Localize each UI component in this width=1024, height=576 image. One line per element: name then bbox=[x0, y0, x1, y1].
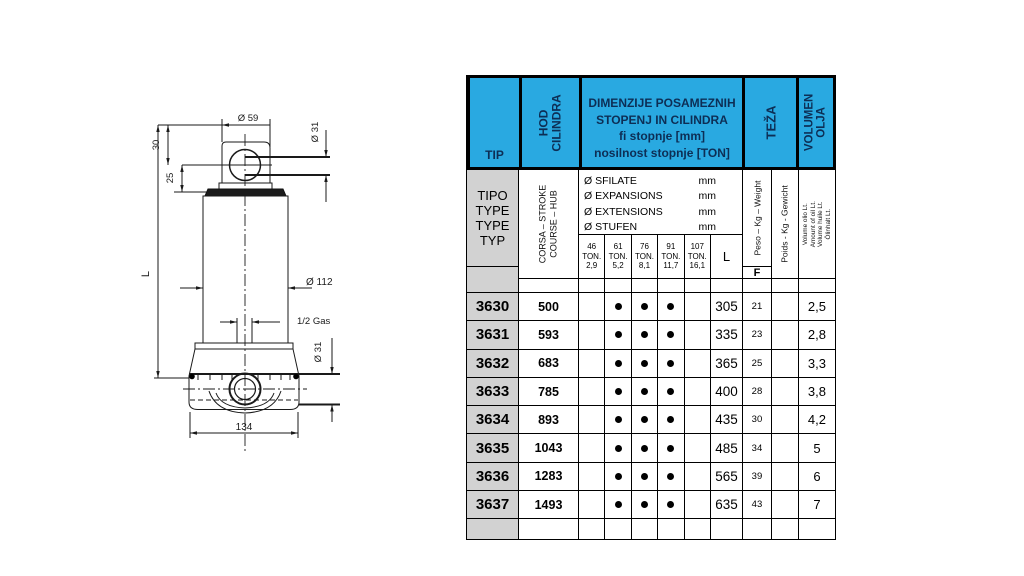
row-3632-d2 bbox=[632, 350, 658, 377]
row-3630-vval: 2,5 bbox=[799, 293, 836, 320]
stage-dot bbox=[615, 360, 622, 367]
l-label: L bbox=[722, 249, 731, 264]
row-3633-d1 bbox=[605, 378, 631, 405]
row-3634-stroke: 893 bbox=[519, 406, 579, 433]
stage-dot bbox=[667, 303, 674, 310]
header-l bbox=[711, 235, 743, 279]
stage-dot bbox=[641, 303, 648, 310]
row-3635-fval: 34 bbox=[743, 434, 772, 461]
tipo-line1: TIPO bbox=[477, 188, 508, 203]
sfilate-line2: Ø EXPANSIONS bbox=[584, 190, 663, 203]
row-3632-poids bbox=[772, 350, 799, 377]
stage-dot bbox=[615, 388, 622, 395]
rim-pin-right bbox=[293, 374, 299, 380]
stage-dot bbox=[615, 416, 622, 423]
header-dimenzije bbox=[582, 78, 742, 167]
ton91-v: 11,7 bbox=[663, 261, 679, 271]
ton91-t: TON. bbox=[661, 251, 681, 261]
row-3634-d0 bbox=[579, 406, 605, 433]
row-3637-vval: 7 bbox=[799, 491, 836, 518]
spacer-row-top-d3 bbox=[658, 279, 684, 292]
spacer-row-bottom-d0 bbox=[579, 519, 605, 539]
ton91-d: 91 bbox=[666, 241, 676, 251]
tipo-line3: TYPE bbox=[475, 218, 510, 233]
header-hod-line2: CILINDRA bbox=[549, 93, 564, 152]
ton107-t: TON. bbox=[687, 251, 707, 261]
spacer-row-top-poids bbox=[772, 279, 799, 292]
spacer-row-top bbox=[467, 279, 836, 293]
dimenzije-line1: DIMENZIJE POSAMEZNIH bbox=[588, 96, 736, 110]
sfilate-unit2: mm bbox=[698, 190, 716, 203]
row-3631-poids bbox=[772, 321, 799, 348]
row-3630-stroke: 500 bbox=[519, 293, 579, 320]
sfilate-line3: Ø EXTENSIONS bbox=[584, 205, 663, 218]
row-3635-d2 bbox=[632, 434, 658, 461]
spacer-row-top-lval bbox=[711, 279, 743, 292]
spacer-row-top-d4 bbox=[685, 279, 711, 292]
row-3637-stroke: 1493 bbox=[519, 491, 579, 518]
stage-dot bbox=[667, 360, 674, 367]
ton61-d: 61 bbox=[613, 241, 623, 251]
row-3634-d4 bbox=[685, 406, 711, 433]
tipo-line2: TYPE bbox=[475, 203, 510, 218]
poids-label: Poids - Kg - Gewicht bbox=[780, 185, 791, 263]
head-base-plate bbox=[219, 183, 272, 189]
row-3630-poids bbox=[772, 293, 799, 320]
spacer-row-top-tip bbox=[467, 279, 519, 292]
volume-line4: Ölinhalt Lt. bbox=[824, 208, 832, 240]
row-3634-tip: 3634 bbox=[467, 406, 519, 433]
row-3632-d0 bbox=[579, 350, 605, 377]
dim-length-label: L bbox=[140, 270, 152, 278]
ton76-v: 8,1 bbox=[638, 261, 651, 271]
ton61-v: 5,2 bbox=[612, 261, 624, 271]
row-3636-d0 bbox=[579, 463, 605, 490]
stage-dot bbox=[667, 416, 674, 423]
header-sfilate bbox=[579, 170, 743, 235]
cylinder-body bbox=[203, 196, 288, 343]
row-3634-d1 bbox=[605, 406, 631, 433]
row-3631-stroke: 593 bbox=[519, 321, 579, 348]
stage-dot bbox=[667, 445, 674, 452]
row-3637-d4 bbox=[685, 491, 711, 518]
row-3630-d3 bbox=[658, 293, 684, 320]
stage-dot bbox=[615, 445, 622, 452]
ton61-t: TON. bbox=[608, 251, 628, 261]
row-3634-lval: 435 bbox=[711, 406, 743, 433]
row-3634 bbox=[467, 406, 836, 434]
header-hod-cilindra bbox=[522, 78, 579, 167]
row-3630-lval: 305 bbox=[711, 293, 743, 320]
header-ton-91 bbox=[658, 235, 684, 279]
row-3637-d2 bbox=[632, 491, 658, 518]
row-3631-d3 bbox=[658, 321, 684, 348]
row-3632-stroke: 683 bbox=[519, 350, 579, 377]
row-3632 bbox=[467, 350, 836, 378]
row-3636-d1 bbox=[605, 463, 631, 490]
spacer-row-bottom-poids bbox=[772, 519, 799, 539]
sfilate-unit1: mm bbox=[698, 175, 716, 187]
row-3635-d1 bbox=[605, 434, 631, 461]
volume-line2: Amount of oil Lt. bbox=[809, 200, 817, 248]
dim-top-width-label: Ø 59 bbox=[237, 113, 259, 124]
dim-25-label: 25 bbox=[165, 172, 176, 184]
spacer-row-top-fval bbox=[743, 279, 772, 292]
stage-dot bbox=[667, 473, 674, 480]
corsa-line2: COURSE – HUB bbox=[548, 190, 559, 258]
rim-pin-left bbox=[189, 374, 195, 380]
header-teza-label: TEŽA bbox=[762, 105, 778, 140]
sfilate-unit3: mm bbox=[698, 205, 716, 218]
row-3634-fval: 30 bbox=[743, 406, 772, 433]
row-3634-d3 bbox=[658, 406, 684, 433]
ton46-d: 46 bbox=[587, 241, 597, 251]
row-3632-d3 bbox=[658, 350, 684, 377]
stage-dot bbox=[641, 501, 648, 508]
row-3632-vval: 3,3 bbox=[799, 350, 836, 377]
row-3630-d2 bbox=[632, 293, 658, 320]
row-3630-d1 bbox=[605, 293, 631, 320]
row-3630 bbox=[467, 293, 836, 321]
stage-dot bbox=[641, 445, 648, 452]
header-volumen-line1: VOLUMEN bbox=[803, 93, 816, 152]
row-3635-vval: 5 bbox=[799, 434, 836, 461]
row-3632-fval: 25 bbox=[743, 350, 772, 377]
spec-table bbox=[466, 75, 835, 540]
row-3636-lval: 565 bbox=[711, 463, 743, 490]
row-3630-d0 bbox=[579, 293, 605, 320]
stage-dot bbox=[615, 303, 622, 310]
row-3631-fval: 23 bbox=[743, 321, 772, 348]
spacer-row-top-d1 bbox=[605, 279, 631, 292]
stage-dot bbox=[641, 331, 648, 338]
ton107-d: 107 bbox=[690, 241, 704, 251]
row-3637-d1 bbox=[605, 491, 631, 518]
spacer-row-top-vval bbox=[799, 279, 836, 292]
row-3633 bbox=[467, 378, 836, 406]
spacer-row-bottom bbox=[467, 519, 836, 540]
spacer-row-bottom-vval bbox=[799, 519, 836, 539]
row-3635-tip: 3635 bbox=[467, 434, 519, 461]
spacer-row-bottom-lval bbox=[711, 519, 743, 539]
row-3631-lval: 335 bbox=[711, 321, 743, 348]
row-3630-fval: 21 bbox=[743, 293, 772, 320]
header-tip-label: TIP bbox=[485, 148, 504, 162]
dimenzije-line3: fi stopnje [mm] bbox=[619, 129, 705, 143]
row-3631 bbox=[467, 321, 836, 349]
header-volumen-line2: OLJA bbox=[816, 107, 828, 138]
stage-dot bbox=[615, 331, 622, 338]
volume-line1: Volume olio Lt. bbox=[801, 203, 809, 245]
spacer-row-bottom-fval bbox=[743, 519, 772, 539]
spacer-row-top-stroke bbox=[519, 279, 579, 292]
row-3630-tip: 3630 bbox=[467, 293, 519, 320]
row-3637-poids bbox=[772, 491, 799, 518]
row-3633-poids bbox=[772, 378, 799, 405]
spacer-row-bottom-d4 bbox=[685, 519, 711, 539]
ton46-t: TON. bbox=[582, 251, 602, 261]
row-3631-d4 bbox=[685, 321, 711, 348]
sfilate-unit4: mm bbox=[698, 220, 716, 233]
dimenzije-line2: STOPENJ IN CILINDRA bbox=[596, 112, 728, 127]
row-3637-fval: 43 bbox=[743, 491, 772, 518]
header-ton-46 bbox=[579, 235, 605, 279]
row-3635 bbox=[467, 434, 836, 462]
spacer-row-bottom-d3 bbox=[658, 519, 684, 539]
row-3633-vval: 3,8 bbox=[799, 378, 836, 405]
row-3635-d0 bbox=[579, 434, 605, 461]
row-3636-tip: 3636 bbox=[467, 463, 519, 490]
dim-eye-top-label: Ø 31 bbox=[310, 121, 321, 143]
row-3633-fval: 28 bbox=[743, 378, 772, 405]
row-3636-vval: 6 bbox=[799, 463, 836, 490]
row-3633-d2 bbox=[632, 378, 658, 405]
row-3632-d4 bbox=[685, 350, 711, 377]
ton46-v: 2,9 bbox=[586, 261, 598, 271]
spacer-row-bottom-d1 bbox=[605, 519, 631, 539]
row-3636-stroke: 1283 bbox=[519, 463, 579, 490]
row-3633-lval: 400 bbox=[711, 378, 743, 405]
row-3636-d2 bbox=[632, 463, 658, 490]
sfilate-line1: Ø SFILATE bbox=[584, 175, 637, 187]
ton76-d: 76 bbox=[640, 241, 649, 251]
header-corsa bbox=[519, 170, 579, 279]
header-tip bbox=[470, 78, 519, 167]
row-3637-d3 bbox=[658, 491, 684, 518]
row-3636-d4 bbox=[685, 463, 711, 490]
row-3636-d3 bbox=[658, 463, 684, 490]
corsa-line1: CORSA – STROKE bbox=[537, 184, 548, 264]
table-header-band bbox=[467, 75, 836, 170]
header-poids bbox=[772, 170, 799, 279]
header-ton-107 bbox=[685, 235, 711, 279]
spacer-row-bottom-d2 bbox=[632, 519, 658, 539]
stage-dot bbox=[641, 388, 648, 395]
row-3631-tip: 3631 bbox=[467, 321, 519, 348]
header-peso bbox=[743, 170, 772, 266]
header-volume-oil bbox=[799, 170, 836, 279]
spacer-row-top-d2 bbox=[632, 279, 658, 292]
tipo-line4: TYP bbox=[479, 233, 506, 248]
row-3632-tip: 3632 bbox=[467, 350, 519, 377]
row-3634-d2 bbox=[632, 406, 658, 433]
row-3633-tip: 3633 bbox=[467, 378, 519, 405]
dim-30-label: 30 bbox=[151, 139, 162, 151]
row-3635-stroke: 1043 bbox=[519, 434, 579, 461]
row-3631-d2 bbox=[632, 321, 658, 348]
row-3634-poids bbox=[772, 406, 799, 433]
spacer-row-bottom-tip bbox=[467, 519, 519, 539]
row-3635-d3 bbox=[658, 434, 684, 461]
header-tipo bbox=[467, 170, 519, 266]
row-3635-lval: 485 bbox=[711, 434, 743, 461]
dim-port-label: 1/2 Gas bbox=[297, 316, 331, 327]
stage-dot bbox=[667, 501, 674, 508]
row-3630-d4 bbox=[685, 293, 711, 320]
row-3636-poids bbox=[772, 463, 799, 490]
dim-body-diameter-label: Ø 112 bbox=[306, 277, 333, 288]
stage-dot bbox=[667, 331, 674, 338]
row-3636 bbox=[467, 463, 836, 491]
row-3637-tip: 3637 bbox=[467, 491, 519, 518]
stage-dot bbox=[641, 416, 648, 423]
dimenzije-line4: nosilnost stopnje [TON] bbox=[594, 145, 730, 160]
row-3634-vval: 4,2 bbox=[799, 406, 836, 433]
sfilate-line4: Ø STUFEN bbox=[584, 220, 638, 233]
row-3631-d0 bbox=[579, 321, 605, 348]
header-teza bbox=[745, 78, 796, 167]
peso-label: Peso – Kg – Weight bbox=[752, 180, 763, 256]
ton76-t: TON. bbox=[635, 251, 654, 261]
dim-eye-bottom-label: Ø 31 bbox=[313, 341, 324, 363]
row-3633-d4 bbox=[685, 378, 711, 405]
row-3637-lval: 635 bbox=[711, 491, 743, 518]
stage-dot bbox=[615, 473, 622, 480]
spacer-row-top-d0 bbox=[579, 279, 605, 292]
spacer-row-bottom-stroke bbox=[519, 519, 579, 539]
volume-line3: Volume huile Lt. bbox=[817, 201, 824, 247]
row-3636-fval: 39 bbox=[743, 463, 772, 490]
row-3637 bbox=[467, 491, 836, 519]
cylinder-drawing bbox=[120, 90, 400, 460]
stage-dot bbox=[641, 360, 648, 367]
header-tipo-footer bbox=[467, 266, 519, 279]
table-rows bbox=[467, 279, 836, 540]
header-f bbox=[743, 266, 772, 279]
stage-dot bbox=[667, 388, 674, 395]
f-label: F bbox=[753, 266, 761, 279]
header-ton-76 bbox=[632, 235, 658, 279]
stage-dot bbox=[641, 473, 648, 480]
ton107-v: 16,1 bbox=[689, 261, 706, 271]
row-3635-poids bbox=[772, 434, 799, 461]
row-3637-d0 bbox=[579, 491, 605, 518]
row-3635-d4 bbox=[685, 434, 711, 461]
header-volumen bbox=[799, 78, 833, 167]
row-3633-stroke: 785 bbox=[519, 378, 579, 405]
row-3631-vval: 2,8 bbox=[799, 321, 836, 348]
dim-base-width-label: 134 bbox=[235, 422, 253, 433]
row-3632-lval: 365 bbox=[711, 350, 743, 377]
row-3633-d3 bbox=[658, 378, 684, 405]
header-ton-61 bbox=[605, 235, 631, 279]
row-3633-d0 bbox=[579, 378, 605, 405]
stage-dot bbox=[615, 501, 622, 508]
header-hod-line1: HOD bbox=[536, 109, 551, 136]
row-3632-d1 bbox=[605, 350, 631, 377]
row-3631-d1 bbox=[605, 321, 631, 348]
